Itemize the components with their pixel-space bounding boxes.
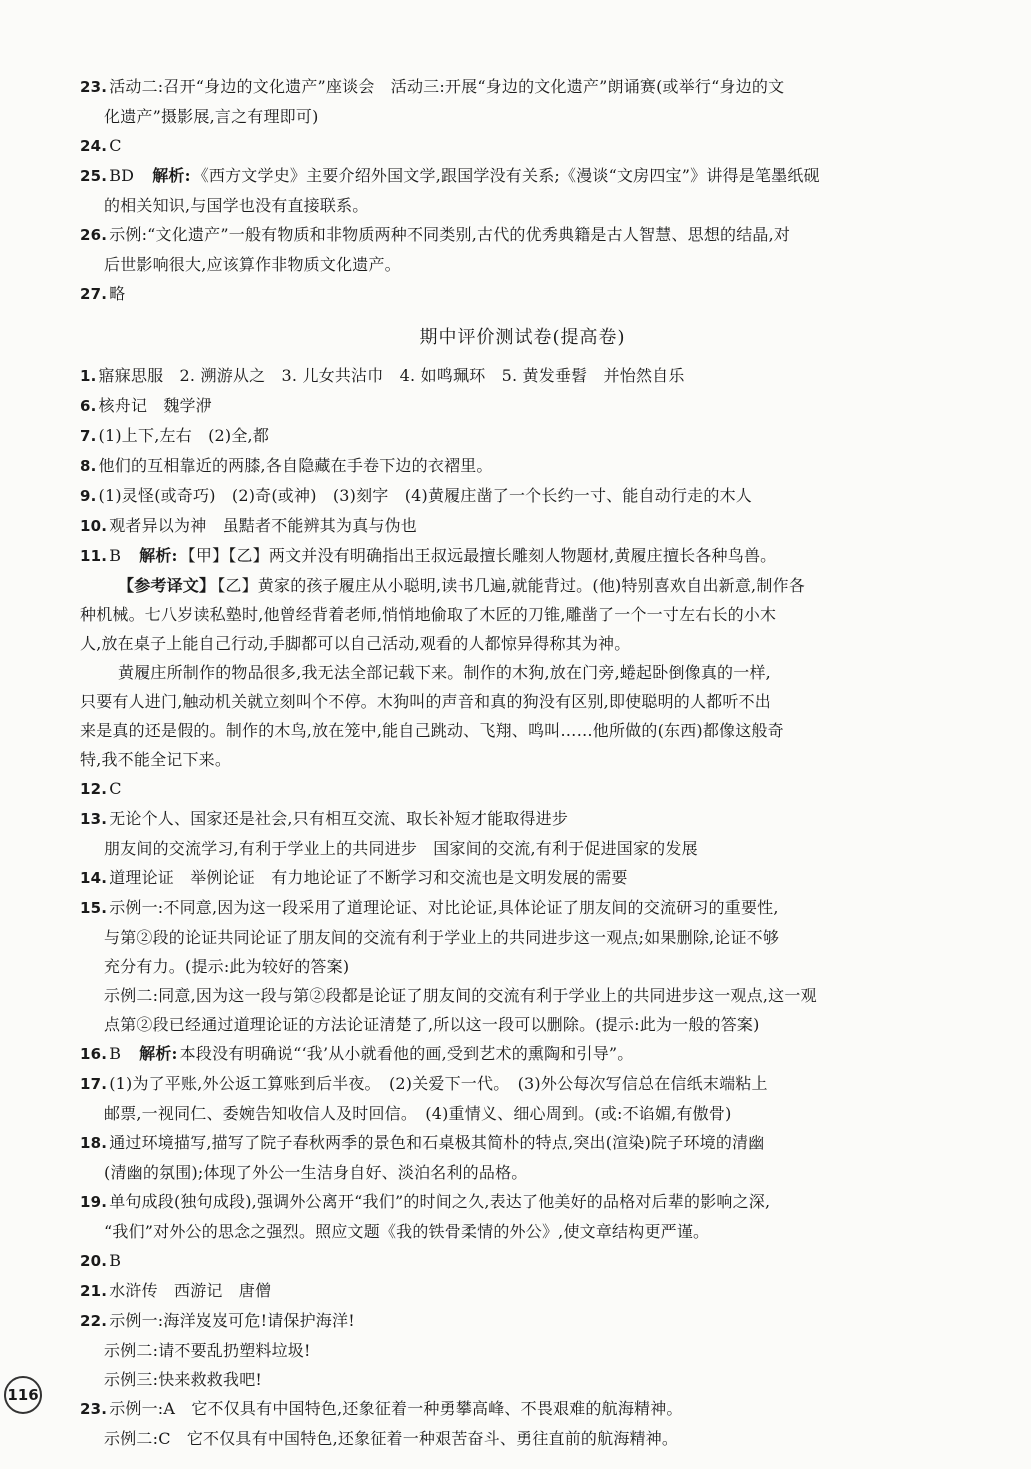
answer-line: [80, 716, 965, 745]
answer-line: [80, 191, 965, 220]
answer-item: [80, 1128, 965, 1187]
question-number: 14.: [80, 869, 108, 887]
answer-text: C: [109, 136, 122, 155]
answer-text: 【乙】黄家的孩子履庄从小聪明,读书几遍,就能背过。(他)特别喜欢自出新意,制作各: [217, 576, 805, 595]
answer-text: 本段没有明确说“‘我’从小就看他的画,受到艺术的熏陶和引导”。: [179, 1044, 634, 1063]
question-number: 6.: [80, 397, 97, 415]
question-number: 17.: [80, 1075, 108, 1093]
answer-text: 黄履庄所制作的物品很多,我无法全部记载下来。制作的木狗,放在门旁,蜷起卧倒像真的一样,: [118, 663, 771, 682]
answer-text: “我们”对外公的思念之强烈。照应文题《我的铁骨柔情的外公》,使文章结构更严谨。: [104, 1222, 710, 1241]
answer-line: [80, 893, 965, 923]
answer-item: [80, 220, 965, 279]
answer-line: [80, 1336, 965, 1365]
answer-item: [80, 1306, 965, 1394]
answer-line: [80, 511, 965, 541]
answer-content: [80, 72, 965, 1453]
answer-line: [80, 481, 965, 511]
answer-text: 邮票,一视同仁、委婉告知收信人及时回信。 (4)重情义、细心周到。(或:不谄媚,有傲骨): [104, 1104, 732, 1123]
page-number: 116: [4, 1376, 42, 1414]
answer-line: [80, 804, 965, 834]
answer-item: [80, 1394, 965, 1453]
answer-line: [80, 1099, 965, 1128]
answer-line: [80, 1246, 965, 1276]
answer-text: 示例一:A 它不仅具有中国特色,还象征着一种勇攀高峰、不畏艰难的航海精神。: [109, 1399, 683, 1418]
answer-line: [80, 923, 965, 952]
question-number: 20.: [80, 1252, 108, 1270]
question-number: 24.: [80, 137, 108, 155]
answer-keyword: 解析:: [139, 546, 178, 565]
answer-item: [80, 774, 965, 804]
answer-text: 只要有人进门,触动机关就立刻叫个不停。木狗叫的声音和真的狗没有区别,即使聪明的人都听不出: [80, 692, 771, 711]
answer-line: [80, 421, 965, 451]
answer-line: [80, 161, 965, 191]
answer-text: 观者异以为神 虽黠者不能辨其为真与伪也: [109, 516, 417, 535]
answer-line: [80, 1128, 965, 1158]
answer-choice: BD: [109, 166, 135, 185]
answer-line: [80, 1365, 965, 1394]
question-number: 8.: [80, 457, 97, 475]
answer-text: C: [109, 779, 122, 798]
answer-item: [80, 571, 965, 658]
answer-text: 充分有力。(提示:此为较好的答案): [104, 957, 350, 976]
answer-item: [80, 1039, 965, 1069]
answer-line: [80, 1069, 965, 1099]
answer-text: 他们的互相靠近的两膝,各自隐藏在手卷下边的衣褶里。: [98, 456, 493, 475]
answer-text: 无论个人、国家还是社会,只有相互交流、取长补短才能取得进步: [109, 809, 569, 828]
answer-item: [80, 481, 965, 511]
answer-line: [80, 981, 965, 1010]
answer-text: 示例二:同意,因为这一段与第②段都是论证了朋友间的交流有利于学业上的共同进步这一观点,这一观: [104, 986, 817, 1005]
question-number: 21.: [80, 1282, 108, 1300]
answer-line: [80, 1187, 965, 1217]
answer-item: [80, 863, 965, 893]
answer-text: B: [109, 1251, 122, 1270]
answer-text: 【甲】【乙】两文并没有明确指出王叔远最擅长雕刻人物题材,黄履庄擅长各种鸟兽。: [179, 546, 777, 565]
answer-text: 人,放在桌子上能自己行动,手脚都可以自己活动,观看的人都惊异得称其为神。: [80, 634, 631, 653]
question-number: 13.: [80, 810, 108, 828]
answer-text: 略: [109, 284, 126, 303]
answer-text: 示例二:请不要乱扔塑料垃圾!: [104, 1341, 311, 1360]
answer-item: [80, 804, 965, 863]
question-number: 7.: [80, 427, 97, 445]
question-number: 26.: [80, 226, 108, 244]
answer-item: [80, 361, 965, 391]
answer-line: [80, 571, 965, 600]
answer-text: (1)上下,左右 (2)全,都: [98, 426, 270, 445]
question-number: 25.: [80, 167, 108, 185]
question-number: 18.: [80, 1134, 108, 1152]
midterm-test-answers: [80, 361, 965, 1453]
answer-line: [80, 250, 965, 279]
answer-item: [80, 1246, 965, 1276]
answer-text: 核舟记 魏学洢: [98, 396, 212, 415]
answer-text: 与第②段的论证共同论证了朋友间的交流有利于学业上的共同进步这一观点;如果删除,论证不够: [104, 928, 780, 947]
answer-line: [80, 629, 965, 658]
answer-item: [80, 451, 965, 481]
answer-text: 活动二:召开“身边的文化遗产”座谈会 活动三:开展“身边的文化遗产”朗诵赛(或举行“身边的文: [109, 77, 785, 96]
answer-text: 示例:“文化遗产”一般有物质和非物质两种不同类别,古代的优秀典籍是古人智慧、思想的结晶,对: [109, 225, 791, 244]
question-number: 23.: [80, 1400, 108, 1418]
answer-line: [80, 1217, 965, 1246]
answer-text: 通过环境描写,描写了院子春秋两季的景色和石桌极其简朴的特点,突出(渲染)院子环境的清幽: [109, 1133, 765, 1152]
answer-text: 寤寐思服 2. 溯游从之 3. 儿女共沾巾 4. 如鸣珮环 5. 黄发垂髫 并怡然自乐: [98, 366, 685, 385]
answer-line: [80, 541, 965, 571]
answer-item: [80, 131, 965, 161]
answer-text: 的相关知识,与国学也没有直接联系。: [104, 196, 369, 215]
answer-text: 示例一:不同意,因为这一段采用了道理论证、对比论证,具体论证了朋友间的交流研习的重要性,: [109, 898, 779, 917]
answer-text: 示例一:海洋岌岌可危!请保护海洋!: [109, 1311, 355, 1330]
answer-item: [80, 1276, 965, 1306]
answer-item: [80, 1187, 965, 1246]
answer-item: [80, 511, 965, 541]
question-number: 10.: [80, 517, 108, 535]
previous-test-answers: [80, 72, 965, 309]
question-number: 9.: [80, 487, 97, 505]
answer-text: 《西方文学史》主要介绍外国文学,跟国学没有关系;《漫谈“文房四宝”》讲得是笔墨纸砚: [192, 166, 820, 185]
answer-item: [80, 1069, 965, 1128]
question-number: 16.: [80, 1045, 108, 1063]
answer-line: [80, 102, 965, 131]
answer-text: 单句成段(独句成段),强调外公离开“我们”的时间之久,表达了他美好的品格对后辈的影响之深,: [109, 1192, 771, 1211]
answer-item: [80, 658, 965, 774]
answer-text: 示例三:快来救救我吧!: [104, 1370, 263, 1389]
answer-item: [80, 541, 965, 571]
answer-text: 朋友间的交流学习,有利于学业上的共同进步 国家间的交流,有利于促进国家的发展: [104, 839, 698, 858]
answer-line: [80, 687, 965, 716]
answer-item: [80, 391, 965, 421]
question-number: 12.: [80, 780, 108, 798]
answer-line: [80, 1424, 965, 1453]
answer-line: [80, 1394, 965, 1424]
answer-text: (1)为了平账,外公返工算账到后半夜。 (2)关爱下一代。 (3)外公每次写信总在信纸末端粘上: [109, 1074, 768, 1093]
question-number: 22.: [80, 1312, 108, 1330]
answer-text: 化遗产”摄影展,言之有理即可): [104, 107, 319, 126]
answer-keyword: 【参考译文】: [118, 576, 216, 595]
answer-item: [80, 72, 965, 131]
answer-line: [80, 131, 965, 161]
answer-item: [80, 279, 965, 309]
answer-line: [80, 451, 965, 481]
answer-item: [80, 421, 965, 451]
answer-text: (1)灵怪(或奇巧) (2)奇(或神) (3)刻字 (4)黄履庄凿了一个长约一寸、能自动行走的木人: [98, 486, 752, 505]
answer-text: 来是真的还是假的。制作的木鸟,放在笼中,能自己跳动、飞翔、鸣叫……他所做的(东西)都像这般奇: [80, 721, 784, 740]
answer-text: 种机械。七八岁读私塾时,他曾经背着老师,悄悄地偷取了木匠的刀锥,雕凿了一个一寸左右长的小木: [80, 605, 777, 624]
question-number: 27.: [80, 285, 108, 303]
answer-line: [80, 834, 965, 863]
answer-line: [80, 774, 965, 804]
answer-line: [80, 391, 965, 421]
answer-line: [80, 863, 965, 893]
answer-text: 水浒传 西游记 唐僧: [109, 1281, 272, 1300]
answer-line: [80, 361, 965, 391]
answer-text: 后世影响很大,应该算作非物质文化遗产。: [104, 255, 401, 274]
answer-text: 特,我不能全记下来。: [80, 750, 232, 769]
answer-line: [80, 279, 965, 309]
answer-text: 示例二:C 它不仅具有中国特色,还象征着一种艰苦奋斗、勇往直前的航海精神。: [104, 1429, 679, 1448]
answer-choice: B: [109, 546, 122, 565]
answer-line: [80, 1039, 965, 1069]
question-number: 19.: [80, 1193, 108, 1211]
answer-text: 道理论证 举例论证 有力地论证了不断学习和交流也是文明发展的需要: [109, 868, 628, 887]
answer-text: (清幽的氛围);体现了外公一生洁身自好、淡泊名利的品格。: [104, 1163, 528, 1182]
answer-line: [80, 220, 965, 250]
answer-line: [80, 1306, 965, 1336]
answer-keyword: 解析:: [152, 166, 191, 185]
answer-line: [80, 1276, 965, 1306]
question-number: 23.: [80, 78, 108, 96]
answer-item: [80, 893, 965, 1039]
answer-line: [80, 1158, 965, 1187]
answer-text: 点第②段已经通过道理论证的方法论证清楚了,所以这一段可以删除。(提示:此为一般的答案): [104, 1015, 760, 1034]
answer-line: [80, 600, 965, 629]
answer-line: [80, 952, 965, 981]
section-title: 期中评价测试卷(提高卷): [419, 327, 626, 348]
answer-choice: B: [109, 1044, 122, 1063]
question-number: 15.: [80, 899, 108, 917]
answer-keyword: 解析:: [139, 1044, 178, 1063]
answer-line: [80, 1010, 965, 1039]
answer-line: [80, 745, 965, 774]
answer-line: [80, 72, 965, 102]
question-number: 1.: [80, 367, 97, 385]
answer-line: [80, 658, 965, 687]
question-number: 11.: [80, 547, 108, 565]
answer-item: [80, 161, 965, 220]
